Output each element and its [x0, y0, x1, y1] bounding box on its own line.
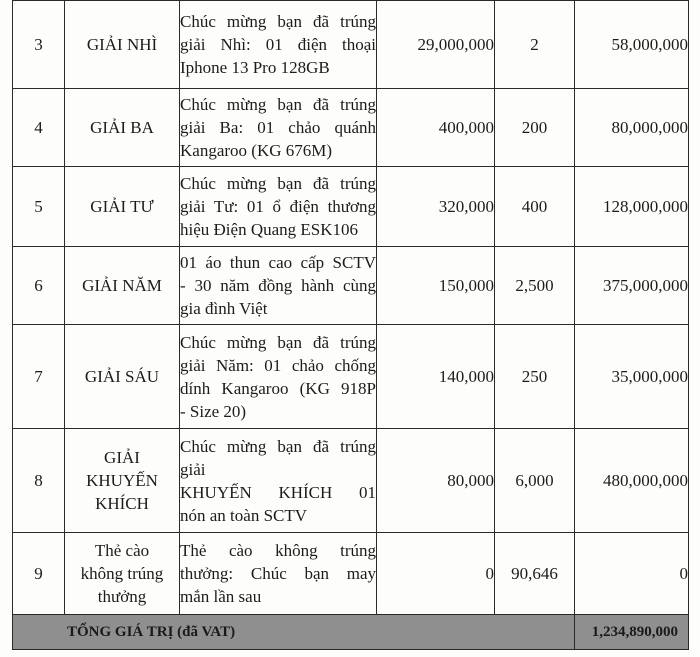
prize-table-body — [13, 1, 689, 650]
prize-description — [180, 533, 377, 615]
line-total: 375,000,000 — [575, 247, 689, 325]
line-total: 480,000,000 — [575, 429, 689, 533]
description-line: thưởng: Chúc bạn may — [180, 564, 376, 583]
row-number: 9 — [13, 533, 65, 615]
prize-name — [65, 89, 180, 167]
grand-total: 1,234,890,000 — [575, 615, 689, 650]
description-line: giải — [180, 459, 206, 479]
table-row — [13, 325, 689, 429]
prize-name — [65, 1, 180, 89]
line-total: 80,000,000 — [575, 89, 689, 167]
description-line: Chúc mừng bạn đã trúng — [180, 174, 376, 193]
row-number: 8 — [13, 429, 65, 533]
quantity: 400 — [495, 167, 575, 247]
description-line: mắn lần sau — [180, 587, 262, 606]
table-row — [13, 89, 689, 167]
prize-name-line: KHÍCH — [95, 494, 149, 513]
prize-name-line: không trúng — [80, 564, 164, 583]
description-line: KHUYẾN KHÍCH 01 — [180, 482, 376, 502]
page-bottom-edge — [0, 652, 700, 657]
line-total: 58,000,000 — [575, 1, 689, 89]
row-number: 7 — [13, 325, 65, 429]
quantity: 90,646 — [495, 533, 575, 615]
prize-name-line: KHUYẾN — [86, 471, 158, 490]
prize-description — [180, 1, 377, 89]
description-line: giải Ba: 01 chảo quánh — [180, 118, 376, 137]
prize-description — [180, 325, 377, 429]
description-line: 01 áo thun cao cấp SCTV — [180, 253, 376, 272]
unit-price: 80,000 — [377, 429, 495, 533]
prize-name — [65, 429, 180, 533]
description-line: dính Kangaroo (KG 918P — [180, 378, 376, 398]
description-line: hiệu Điện Quang ESK106 — [180, 220, 359, 239]
prize-name-line: GIẢI — [104, 448, 140, 467]
row-number: 3 — [13, 1, 65, 89]
prize-name-line: GIẢI BA — [90, 118, 154, 137]
row-number: 5 — [13, 167, 65, 247]
prize-table — [12, 0, 689, 650]
prize-description — [180, 167, 377, 247]
row-number: 6 — [13, 247, 65, 325]
unit-price: 400,000 — [377, 89, 495, 167]
line-total: 128,000,000 — [575, 167, 689, 247]
unit-price: 150,000 — [377, 247, 495, 325]
prize-name — [65, 167, 180, 247]
description-line: Kangaroo (KG 676M) — [180, 141, 333, 160]
prize-name — [65, 533, 180, 615]
description-line: Chúc mừng bạn đã trúng — [180, 12, 376, 31]
quantity: 2 — [495, 1, 575, 89]
prize-name-line: GIẢI NHÌ — [86, 35, 158, 54]
unit-price: 29,000,000 — [377, 1, 495, 89]
description-line: giải Tư: 01 ổ điện thương — [180, 197, 376, 216]
prize-name-line: GIẢI SÁU — [84, 367, 160, 386]
quantity: 250 — [495, 325, 575, 429]
prize-description — [180, 89, 377, 167]
description-line: giải Năm: 01 chảo chống — [180, 355, 376, 375]
description-line: Chúc mừng bạn đã trúng — [180, 95, 376, 114]
description-line: Chúc mừng bạn đã trúng — [180, 436, 376, 456]
prize-name-line: GIẢI NĂM — [82, 276, 162, 295]
total-row — [13, 615, 689, 650]
unit-price: 0 — [377, 533, 495, 615]
prize-name-line: GIẢI TƯ — [90, 197, 154, 216]
prize-name — [65, 325, 180, 429]
table-row — [13, 1, 689, 89]
unit-price: 140,000 — [377, 325, 495, 429]
total-label: TỔNG GIÁ TRỊ (đã VAT) — [13, 615, 575, 650]
prize-name — [65, 247, 180, 325]
quantity: 6,000 — [495, 429, 575, 533]
description-line: Thẻ cào không trúng — [180, 541, 376, 560]
table-row — [13, 533, 689, 615]
description-line: Iphone 13 Pro 128GB — [180, 58, 330, 77]
quantity: 200 — [495, 89, 575, 167]
line-total: 0 — [575, 533, 689, 615]
table-row — [13, 429, 689, 533]
description-line: Chúc mừng bạn đã trúng — [180, 332, 376, 352]
description-line: - 30 năm đồng hành cùng — [180, 276, 376, 295]
table-row — [13, 167, 689, 247]
description-line: nón an toàn SCTV — [180, 505, 308, 525]
row-number: 4 — [13, 89, 65, 167]
description-line: giải Nhì: 01 điện thoại — [180, 35, 376, 54]
prize-name-line: Thẻ cào — [94, 541, 150, 560]
unit-price: 320,000 — [377, 167, 495, 247]
description-line: gia đình Việt — [180, 299, 268, 318]
prize-description — [180, 247, 377, 325]
table-row — [13, 247, 689, 325]
quantity: 2,500 — [495, 247, 575, 325]
description-line: - Size 20) — [180, 401, 247, 421]
prize-description — [180, 429, 377, 533]
prize-name-line: thưởng — [97, 587, 147, 606]
line-total: 35,000,000 — [575, 325, 689, 429]
